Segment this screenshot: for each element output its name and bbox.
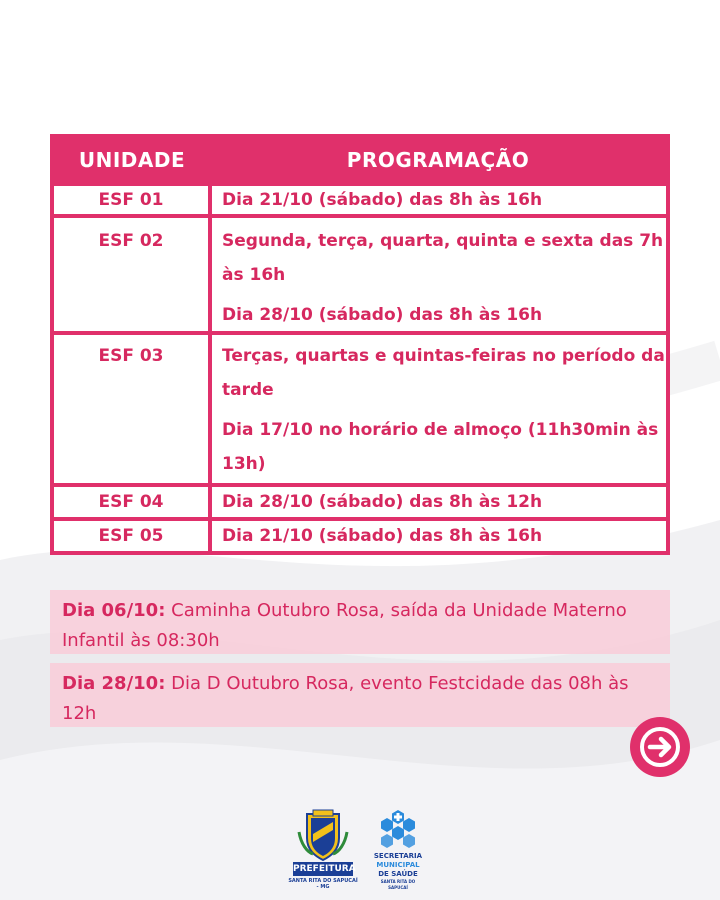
unit-cell bbox=[54, 335, 208, 483]
arrow-right-icon bbox=[638, 725, 682, 769]
unit-label: ESF 03 bbox=[98, 346, 164, 366]
program-text: Dia 21/10 (sábado) das 8h às 16h bbox=[222, 190, 543, 210]
unit-label: ESF 02 bbox=[98, 231, 164, 251]
schedule-table bbox=[50, 134, 670, 555]
unit-cell: ESF 01 bbox=[54, 186, 208, 214]
unit-cell bbox=[54, 218, 208, 331]
event-banner bbox=[50, 590, 670, 654]
table-row bbox=[54, 487, 666, 517]
program-text: Dia 28/10 (sábado) das 8h às 12h bbox=[222, 492, 543, 512]
table-row bbox=[54, 521, 666, 551]
secretaria-line3: DE SAÚDE bbox=[378, 870, 418, 878]
secretaria-line2: MUNICIPAL bbox=[376, 861, 420, 869]
unit-cell: ESF 04 bbox=[54, 487, 208, 517]
table-row bbox=[54, 218, 666, 331]
program-cell bbox=[212, 521, 666, 551]
table-row bbox=[54, 335, 666, 483]
program-text: Dia 21/10 (sábado) das 8h às 16h bbox=[222, 526, 543, 546]
prefeitura-sub: SANTA RITA DO SAPUCAÍ - MG bbox=[288, 878, 358, 890]
event-banner bbox=[50, 663, 670, 727]
program-cell bbox=[212, 186, 666, 214]
table-row bbox=[54, 186, 666, 214]
secretaria-line1: SECRETARIA bbox=[373, 852, 423, 860]
program-cell bbox=[212, 487, 666, 517]
program-cell bbox=[212, 218, 666, 331]
prefeitura-label: PREFEITURA bbox=[293, 864, 356, 874]
prefeitura-logo bbox=[288, 808, 358, 890]
header-program: PROGRAMAÇÃO bbox=[346, 148, 530, 172]
unit-cell: ESF 05 bbox=[54, 521, 208, 551]
header-unit: UNIDADE bbox=[78, 148, 186, 172]
table-header bbox=[54, 138, 666, 182]
program-text: Segunda, terça, quarta, quinta e sexta das 7h às 16h bbox=[222, 231, 664, 285]
program-text: Dia 28/10 (sábado) das 8h às 16h bbox=[222, 305, 543, 325]
event-text: Dia D Outubro Rosa, evento Festcidade das 08h às 12h bbox=[62, 673, 629, 724]
secretaria-logo bbox=[372, 808, 424, 888]
program-text: Terças, quartas e quintas-feiras no período da tarde bbox=[222, 346, 665, 400]
health-hexagons-icon bbox=[376, 808, 420, 848]
program-text: Dia 17/10 no horário de almoço (11h30min às 13h) bbox=[222, 420, 659, 474]
secretaria-line4: SANTA RITA DO SAPUCAÍ bbox=[380, 879, 416, 890]
city-crest-icon bbox=[293, 808, 353, 862]
event-date: Dia 06/10: bbox=[62, 600, 166, 621]
program-cell bbox=[212, 335, 666, 483]
event-text: Caminha Outubro Rosa, saída da Unidade Materno Infantil às 08:30h bbox=[62, 600, 627, 651]
next-button[interactable] bbox=[630, 717, 690, 777]
event-date: Dia 28/10: bbox=[62, 673, 166, 694]
